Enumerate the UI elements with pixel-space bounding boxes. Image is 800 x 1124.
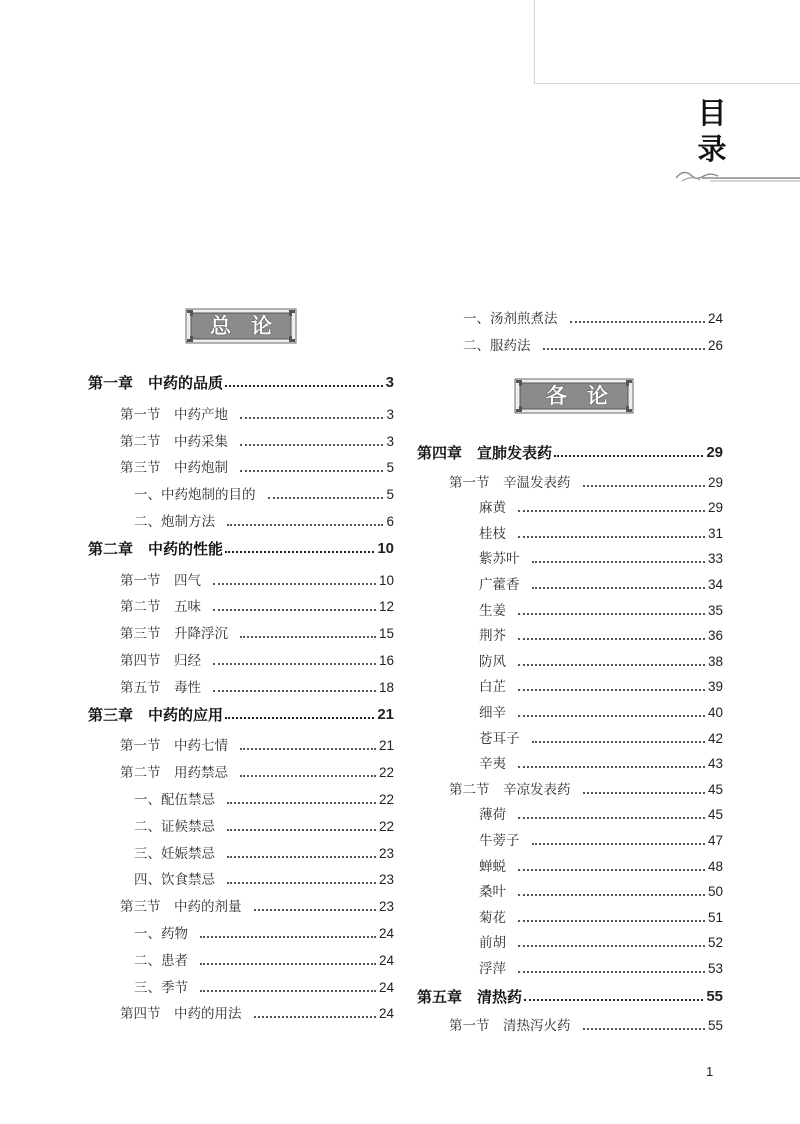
dot-leader bbox=[213, 663, 376, 665]
toc-entry-label: 麻黄 bbox=[479, 500, 506, 517]
toc-chapter-entry[interactable] bbox=[88, 703, 394, 725]
toc-entry-label: 浮萍 bbox=[479, 961, 506, 977]
toc-entry-label: 第二节 五味 bbox=[120, 599, 201, 616]
toc-entry-label: 第一节 清热泻火药 bbox=[449, 1018, 571, 1035]
toc-section-entry[interactable] bbox=[120, 622, 394, 644]
toc-item-entry[interactable] bbox=[479, 931, 723, 953]
dot-leader bbox=[213, 690, 376, 692]
toc-entry-label: 第一节 中药七情 bbox=[120, 738, 228, 755]
dot-leader bbox=[518, 817, 705, 819]
dot-leader bbox=[518, 715, 705, 717]
toc-section-entry[interactable] bbox=[120, 761, 394, 783]
dot-leader bbox=[518, 971, 705, 973]
toc-entry-page-number: 45 bbox=[707, 781, 723, 797]
toc-item-entry[interactable] bbox=[134, 976, 394, 998]
toc-entry-label: 二、患者 bbox=[134, 952, 188, 969]
dot-leader bbox=[200, 936, 376, 938]
toc-entry-label: 第三章 中药的应用 bbox=[88, 705, 224, 724]
toc-entry-label: 一、药物 bbox=[134, 926, 188, 942]
dot-leader bbox=[227, 829, 376, 831]
toc-entry-label: 第五章 清热药 bbox=[417, 987, 523, 1006]
dot-leader bbox=[240, 775, 376, 777]
toc-entry-page-number: 35 bbox=[707, 602, 723, 618]
toc-item-entry[interactable] bbox=[479, 599, 723, 621]
dot-leader bbox=[532, 561, 705, 563]
toc-entry-page-number: 24 bbox=[378, 979, 394, 995]
toc-entry-page-number: 24 bbox=[378, 1006, 394, 1022]
toc-entry-label: 二、证候禁忌 bbox=[134, 818, 215, 835]
toc-entry-page-number: 43 bbox=[707, 756, 723, 772]
toc-entry-page-number: 38 bbox=[707, 653, 723, 669]
toc-chapter-entry[interactable] bbox=[417, 441, 723, 463]
toc-entry-page-number: 55 bbox=[706, 987, 723, 1005]
dot-leader bbox=[225, 551, 374, 553]
toc-entry-label: 桑叶 bbox=[479, 884, 506, 901]
toc-entry-label: 第四章 宣肺发表药 bbox=[417, 444, 553, 462]
toc-entry-label: 第二节 中药采集 bbox=[120, 433, 228, 450]
toc-entry-page-number: 21 bbox=[378, 738, 394, 754]
toc-entry-page-number: 45 bbox=[707, 807, 723, 823]
toc-entry-label: 蝉蜕 bbox=[479, 858, 506, 875]
toc-entry-page-number: 47 bbox=[707, 833, 723, 848]
toc-entry-label: 苍耳子 bbox=[479, 730, 520, 747]
toc-entry-page-number: 10 bbox=[377, 539, 394, 557]
toc-entry-label: 细辛 bbox=[479, 705, 506, 721]
toc-item-entry[interactable] bbox=[479, 957, 723, 979]
dot-leader bbox=[518, 689, 705, 691]
dot-leader bbox=[583, 1028, 705, 1030]
toc-chapter-entry[interactable] bbox=[417, 985, 723, 1007]
toc-entry-page-number: 34 bbox=[707, 577, 723, 592]
toc-entry-page-number: 24 bbox=[378, 952, 394, 968]
dot-leader bbox=[518, 766, 705, 768]
toc-entry-label: 二、炮制方法 bbox=[134, 514, 215, 530]
dot-leader bbox=[543, 348, 705, 350]
toc-entry-label: 第二节 辛凉发表药 bbox=[449, 781, 571, 798]
dot-leader bbox=[524, 999, 703, 1001]
toc-item-entry[interactable] bbox=[134, 815, 394, 837]
toc-item-entry[interactable] bbox=[134, 949, 394, 971]
toc-entry-label: 荆芥 bbox=[479, 628, 506, 645]
toc-entry-page-number: 36 bbox=[707, 628, 723, 644]
toc-entry-page-number: 12 bbox=[378, 599, 394, 615]
toc-entry-page-number: 24 bbox=[378, 926, 394, 941]
toc-item-entry[interactable] bbox=[134, 868, 394, 890]
toc-entry-page-number: 22 bbox=[378, 765, 394, 781]
toc-entry-page-number: 29 bbox=[706, 444, 723, 461]
toc-section-entry[interactable] bbox=[120, 403, 394, 425]
section-banner-general bbox=[88, 308, 394, 344]
dot-leader bbox=[518, 638, 705, 640]
dot-leader bbox=[532, 587, 705, 589]
toc-entry-label: 紫苏叶 bbox=[479, 551, 520, 568]
toc-item-entry[interactable] bbox=[479, 522, 723, 544]
dot-leader bbox=[518, 894, 705, 896]
toc-entry-label: 广藿香 bbox=[479, 577, 520, 593]
section-banner-label: 各论 bbox=[546, 384, 628, 408]
toc-item-entry[interactable] bbox=[479, 906, 723, 928]
toc-entry-page-number: 15 bbox=[378, 626, 394, 642]
toc-entry-page-number: 5 bbox=[386, 487, 394, 503]
toc-entry-page-number: 10 bbox=[378, 572, 394, 588]
dot-leader bbox=[254, 1016, 376, 1018]
toc-section-entry[interactable] bbox=[120, 595, 394, 617]
toc-chapter-entry[interactable] bbox=[88, 537, 394, 559]
toc-entry-label: 前胡 bbox=[479, 935, 506, 952]
toc-entry-page-number: 39 bbox=[707, 679, 723, 695]
dot-leader bbox=[583, 485, 705, 487]
toc-section-entry[interactable] bbox=[449, 778, 723, 800]
toc-item-entry[interactable] bbox=[479, 624, 723, 646]
toc-item-entry[interactable] bbox=[479, 675, 723, 697]
dot-leader bbox=[225, 385, 383, 387]
toc-item-entry[interactable] bbox=[134, 842, 394, 864]
dot-leader bbox=[268, 497, 384, 499]
toc-entry-page-number: 21 bbox=[377, 705, 394, 723]
dot-leader bbox=[518, 664, 705, 666]
dot-leader bbox=[240, 636, 376, 638]
toc-entry-label: 第二章 中药的性能 bbox=[88, 539, 224, 558]
toc-item-entry[interactable] bbox=[479, 829, 723, 851]
toc-entry-label: 第一节 四气 bbox=[120, 572, 201, 589]
toc-item-entry[interactable] bbox=[479, 803, 723, 825]
toc-entry-label: 第四节 归经 bbox=[120, 653, 201, 669]
toc-item-entry[interactable] bbox=[479, 855, 723, 877]
dot-leader bbox=[200, 963, 376, 965]
toc-entry-label: 第五节 毒性 bbox=[120, 679, 201, 696]
dot-leader bbox=[227, 802, 376, 804]
toc-entry-page-number: 23 bbox=[378, 845, 394, 861]
toc-entry-page-number: 50 bbox=[707, 884, 723, 900]
toc-entry-label: 第四节 中药的用法 bbox=[120, 1006, 242, 1023]
toc-entry-page-number: 23 bbox=[378, 872, 394, 888]
toc-entry-page-number: 3 bbox=[385, 374, 394, 391]
dot-leader bbox=[518, 869, 705, 871]
toc-section-entry[interactable] bbox=[120, 569, 394, 591]
toc-section-entry[interactable] bbox=[449, 471, 723, 493]
dot-leader bbox=[518, 536, 705, 538]
toc-entry-label: 第一节 中药产地 bbox=[120, 406, 228, 423]
toc-item-entry[interactable] bbox=[479, 650, 723, 672]
corner-rule-horizontal bbox=[534, 83, 800, 84]
toc-entry-label: 第一章 中药的品质 bbox=[88, 374, 224, 392]
section-banner-specific bbox=[417, 378, 723, 414]
toc-entry-page-number: 40 bbox=[707, 705, 723, 720]
toc-entry-label: 一、汤剂煎煮法 bbox=[463, 311, 558, 327]
toc-entry-page-number: 29 bbox=[707, 500, 723, 516]
toc-section-entry[interactable] bbox=[120, 895, 394, 917]
dot-leader bbox=[227, 524, 383, 526]
dot-leader bbox=[227, 882, 376, 884]
toc-entry-label: 防风 bbox=[479, 653, 506, 670]
page-title: 目 录 bbox=[697, 96, 727, 166]
toc-entry-label: 薄荷 bbox=[479, 807, 506, 824]
toc-item-entry[interactable] bbox=[134, 483, 394, 505]
toc-entry-page-number: 33 bbox=[707, 551, 723, 567]
toc-entry-label: 牛蒡子 bbox=[479, 833, 520, 849]
toc-item-entry[interactable] bbox=[134, 788, 394, 810]
toc-entry-label: 菊花 bbox=[479, 909, 506, 926]
dot-leader bbox=[213, 583, 376, 585]
dot-leader bbox=[240, 470, 383, 472]
dot-leader bbox=[518, 510, 705, 512]
dot-leader bbox=[554, 455, 703, 457]
section-banner-label: 总论 bbox=[210, 314, 292, 338]
dot-leader bbox=[583, 792, 705, 794]
toc-entry-label: 一、配伍禁忌 bbox=[134, 792, 215, 808]
dot-leader bbox=[225, 717, 374, 719]
toc-entry-page-number: 51 bbox=[707, 909, 723, 925]
toc-entry-label: 桂枝 bbox=[479, 525, 506, 542]
toc-entry-page-number: 23 bbox=[378, 899, 394, 915]
dot-leader bbox=[532, 741, 705, 743]
toc-entry-page-number: 53 bbox=[707, 961, 723, 976]
dot-leader bbox=[532, 843, 705, 845]
toc-entry-label: 第二节 用药禁忌 bbox=[120, 765, 228, 782]
dot-leader bbox=[227, 856, 376, 858]
toc-entry-label: 三、季节 bbox=[134, 979, 188, 996]
dot-leader bbox=[254, 909, 376, 911]
toc-section-entry[interactable] bbox=[120, 1002, 394, 1024]
toc-entry-label: 第三节 中药炮制 bbox=[120, 460, 228, 477]
toc-entry-label: 三、妊娠禁忌 bbox=[134, 845, 215, 862]
toc-section-entry[interactable] bbox=[120, 456, 394, 478]
dot-leader bbox=[570, 321, 705, 323]
toc-entry-page-number: 24 bbox=[707, 311, 723, 326]
toc-item-entry[interactable] bbox=[479, 727, 723, 749]
dot-leader bbox=[240, 748, 376, 750]
dot-leader bbox=[200, 990, 376, 992]
toc-entry-page-number: 5 bbox=[386, 460, 394, 476]
toc-entry-page-number: 42 bbox=[707, 730, 723, 746]
toc-item-entry[interactable] bbox=[134, 510, 394, 532]
toc-item-entry[interactable] bbox=[479, 752, 723, 774]
toc-entry-page-number: 26 bbox=[707, 338, 723, 353]
toc-item-entry[interactable] bbox=[479, 573, 723, 595]
toc-entry-label: 四、饮食禁忌 bbox=[134, 872, 215, 889]
toc-item-entry[interactable] bbox=[479, 496, 723, 518]
title-ornament-cloud-icon bbox=[674, 166, 800, 184]
toc-entry-label: 生姜 bbox=[479, 602, 506, 619]
toc-entry-label: 白芷 bbox=[479, 679, 506, 696]
toc-item-entry[interactable] bbox=[134, 922, 394, 944]
toc-entry-page-number: 29 bbox=[707, 474, 723, 490]
toc-section-entry[interactable] bbox=[120, 430, 394, 452]
corner-rule-vertical bbox=[534, 0, 535, 84]
toc-entry-label: 辛夷 bbox=[479, 756, 506, 773]
toc-entry-label: 二、服药法 bbox=[463, 338, 531, 354]
toc-entry-page-number: 3 bbox=[386, 433, 394, 449]
toc-entry-page-number: 22 bbox=[378, 792, 394, 807]
toc-entry-page-number: 48 bbox=[707, 858, 723, 874]
toc-entry-page-number: 22 bbox=[378, 818, 394, 834]
toc-section-entry[interactable] bbox=[449, 1014, 723, 1036]
toc-section-entry[interactable] bbox=[120, 649, 394, 671]
dot-leader bbox=[240, 417, 383, 419]
toc-entry-label: 第三节 升降浮沉 bbox=[120, 626, 228, 643]
dot-leader bbox=[518, 945, 705, 947]
toc-entry-page-number: 6 bbox=[386, 514, 394, 529]
toc-entry-page-number: 52 bbox=[707, 935, 723, 951]
dot-leader bbox=[518, 613, 705, 615]
dot-leader bbox=[213, 609, 376, 611]
toc-section-entry[interactable] bbox=[120, 734, 394, 756]
toc-chapter-entry[interactable] bbox=[88, 371, 394, 393]
toc-entry-label: 一、中药炮制的目的 bbox=[134, 487, 256, 504]
toc-entry-page-number: 16 bbox=[378, 653, 394, 668]
toc-item-entry[interactable] bbox=[463, 307, 723, 329]
toc-entry-page-number: 3 bbox=[386, 406, 394, 422]
toc-entry-label: 第一节 辛温发表药 bbox=[449, 474, 571, 491]
toc-entry-page-number: 18 bbox=[378, 679, 394, 695]
toc-item-entry[interactable] bbox=[463, 334, 723, 356]
toc-section-entry[interactable] bbox=[120, 676, 394, 698]
toc-entry-page-number: 55 bbox=[707, 1018, 723, 1034]
toc-entry-label: 第三节 中药的剂量 bbox=[120, 899, 242, 916]
toc-item-entry[interactable] bbox=[479, 547, 723, 569]
toc-entry-page-number: 31 bbox=[707, 525, 723, 541]
dot-leader bbox=[518, 920, 705, 922]
toc-item-entry[interactable] bbox=[479, 701, 723, 723]
dot-leader bbox=[240, 444, 383, 446]
page-number: 1 bbox=[706, 1064, 714, 1079]
toc-item-entry[interactable] bbox=[479, 880, 723, 902]
